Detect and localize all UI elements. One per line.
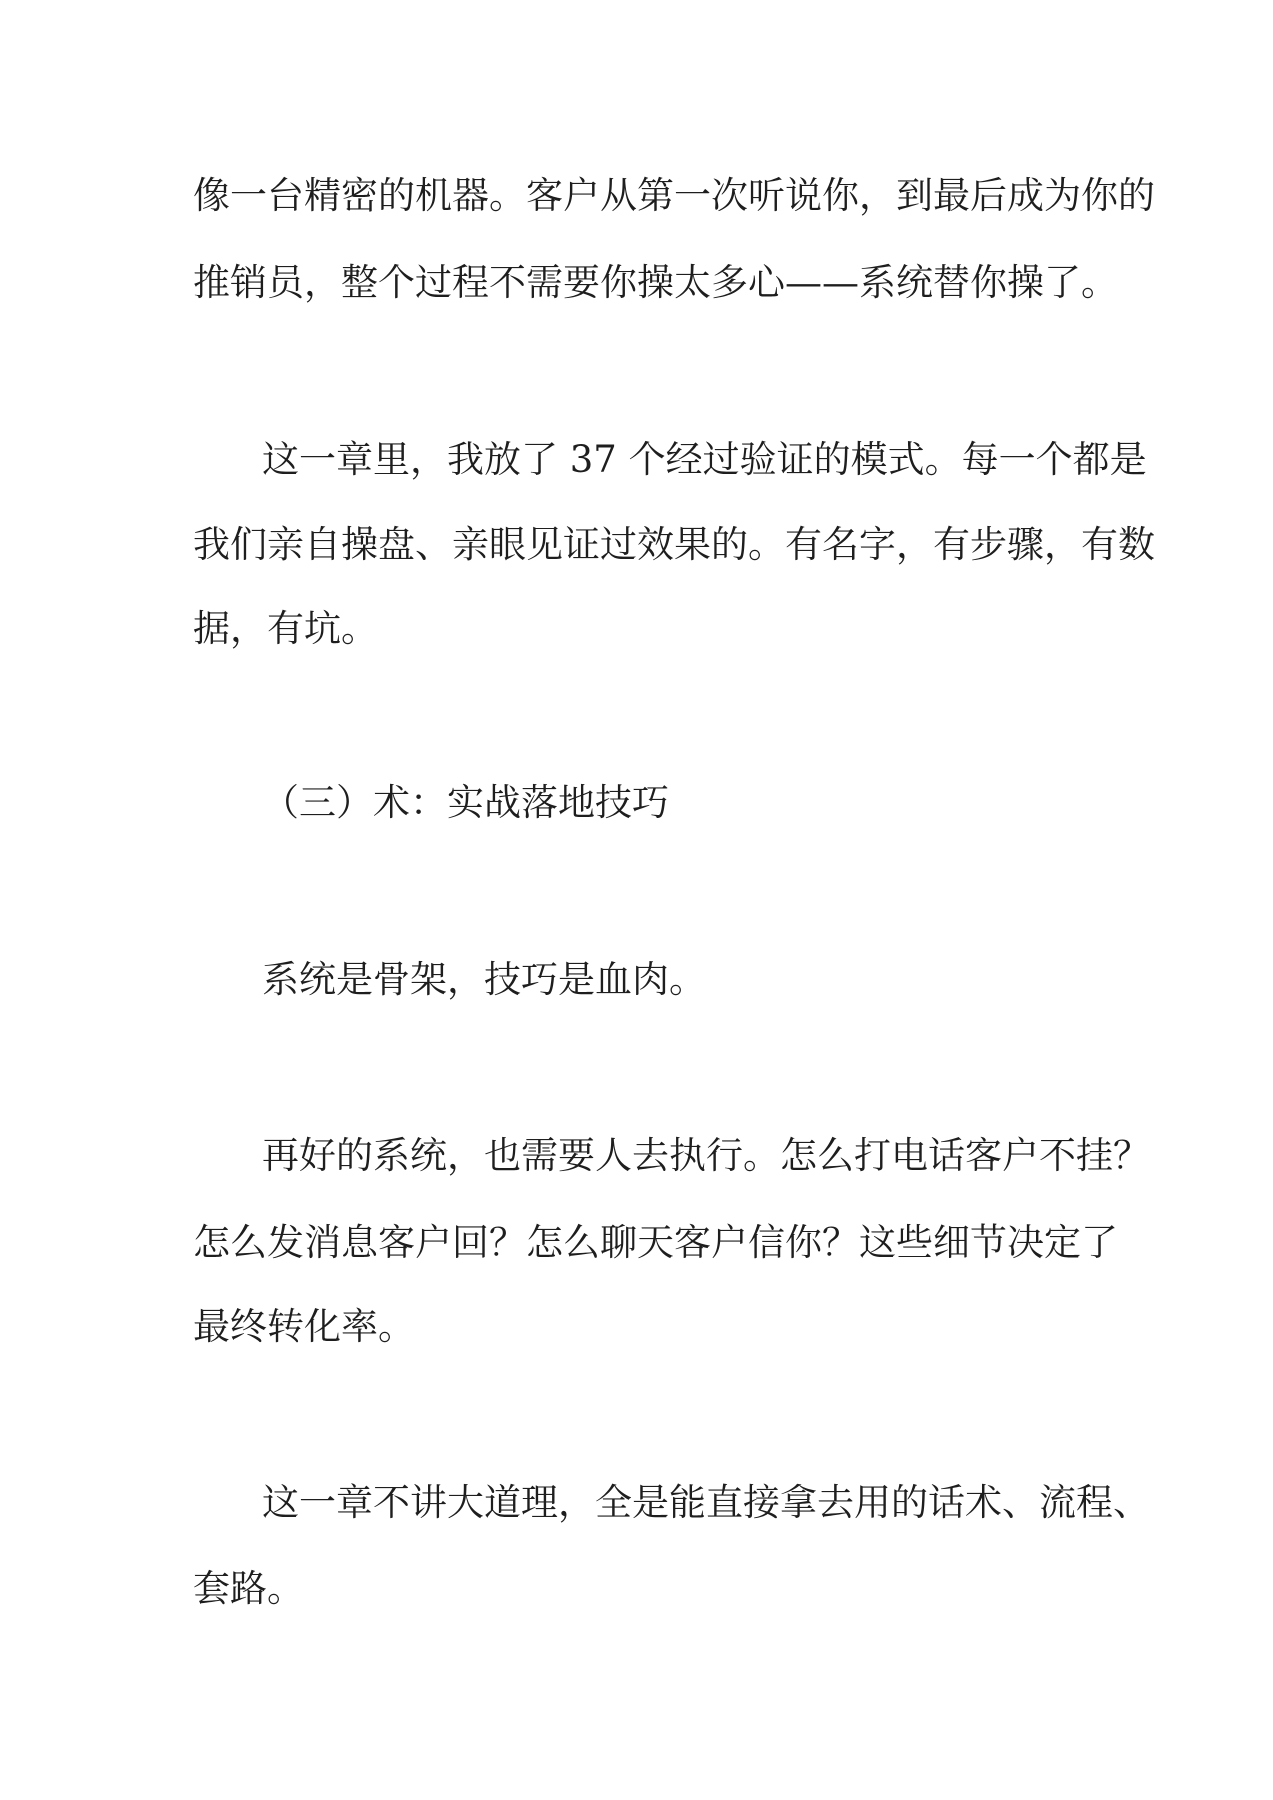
paragraph-line: 套路。 [193, 1567, 304, 1610]
paragraph-line: 据，有坑。 [193, 607, 378, 650]
paragraph-line: 最终转化率。 [193, 1305, 415, 1348]
paragraph-line: 系统是骨架，技巧是血肉。 [262, 958, 706, 1001]
paragraph-line: 像一台精密的机器。客户从第一次听说你，到最后成为你的 [193, 174, 1155, 217]
paragraph-line: 这一章里，我放了 37 个经过验证的模式。每一个都是 [262, 438, 1147, 481]
paragraph-line: 这一章不讲大道理，全是能直接拿去用的话术、流程、 [262, 1481, 1150, 1524]
paragraph-line: 怎么发消息客户回？怎么聊天客户信你？这些细节决定了 [193, 1221, 1118, 1264]
paragraph-line: 推销员，整个过程不需要你操太多心——系统替你操了。 [193, 261, 1118, 304]
paragraph-line: 我们亲自操盘、亲眼见证过效果的。有名字，有步骤，有数 [193, 523, 1155, 566]
paragraph-line: 再好的系统，也需要人去执行。怎么打电话客户不挂？ [262, 1134, 1150, 1177]
section-heading: （三）术：实战落地技巧 [262, 781, 669, 824]
